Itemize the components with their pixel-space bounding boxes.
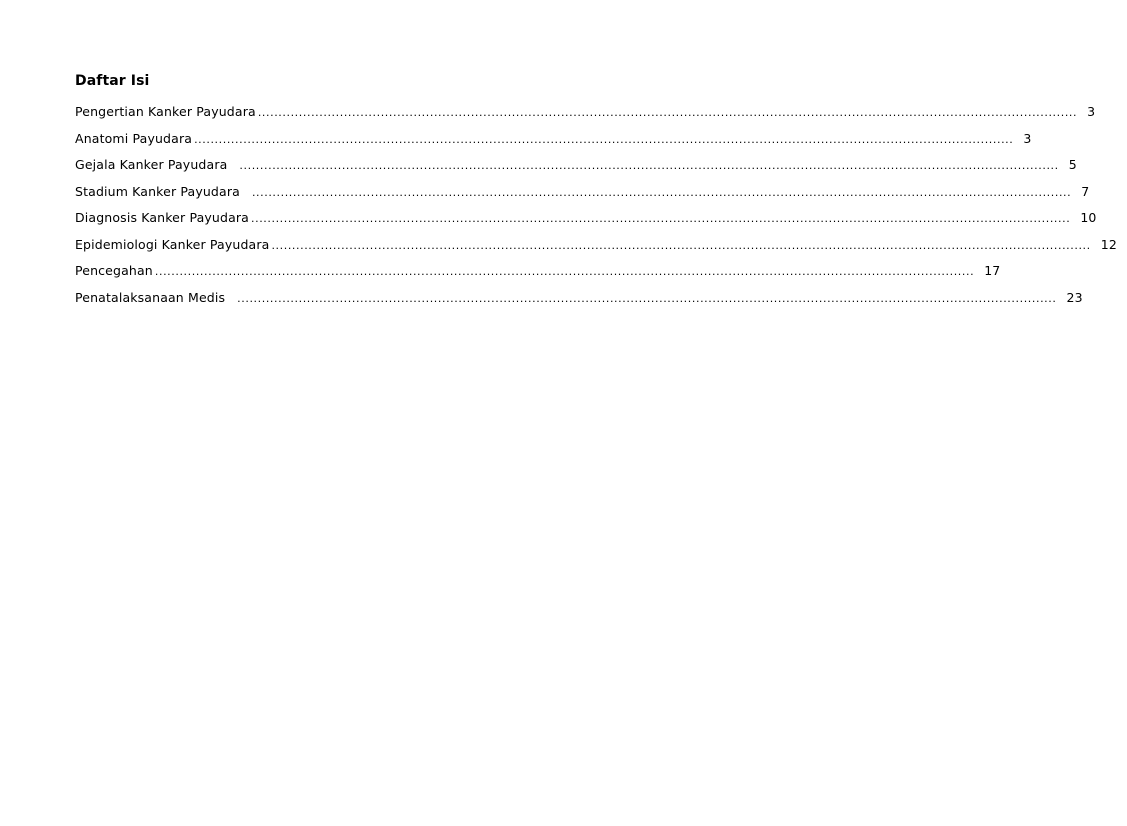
toc-entry-page: 3 — [1023, 130, 1032, 146]
toc-dot-leader: ........................................................................................................................................................................................................ — [194, 132, 1014, 146]
toc-entry-label: Epidemiologi Kanker Payudara — [75, 236, 270, 252]
toc-entry — [75, 104, 1096, 131]
toc-entry-label: Anatomi Payudara — [75, 130, 193, 146]
toc-title: Daftar Isi — [75, 73, 150, 89]
toc-entry — [75, 263, 1001, 290]
toc-dot-leader: ........................................................................................................................................................................................................ — [154, 265, 975, 278]
toc-entry-page: 12 — [1100, 236, 1117, 252]
toc-entry-label: Gejala Kanker Payudara — [75, 157, 228, 172]
toc-entry-label: Pencegahan — [75, 263, 153, 278]
toc-dot-leader: ........................................................................................................................................................................................................ — [257, 106, 1078, 119]
toc-list — [75, 104, 1117, 316]
toc-entry-label: Diagnosis Kanker Payudara — [75, 210, 249, 225]
toc-entry — [75, 130, 1032, 158]
toc-dot-leader: ........................................................................................................................................................................................................ — [271, 238, 1091, 252]
toc-entry — [75, 236, 1117, 264]
toc-entry-page: 23 — [1066, 289, 1083, 305]
toc-entry — [75, 289, 1083, 317]
toc-entry-page: 5 — [1068, 157, 1077, 172]
toc-dot-leader: ........................................................................................................................................................................................................ — [251, 212, 1071, 225]
toc-entry-page: 7 — [1081, 183, 1090, 199]
toc-entry — [75, 183, 1090, 211]
toc-entry-label: Pengertian Kanker Payudara — [75, 104, 256, 119]
toc-dot-leader: ........................................................................................................................................................................................................ — [237, 291, 1057, 305]
toc-entry-page: 17 — [984, 263, 1001, 278]
toc-entry-page: 3 — [1087, 104, 1096, 119]
toc-dot-leader: ........................................................................................................................................................................................................ — [251, 185, 1072, 199]
toc-entry-label: Stadium Kanker Payudara — [75, 183, 240, 199]
toc-entry — [75, 157, 1077, 184]
toc-entry — [75, 210, 1097, 237]
toc-entry-page: 10 — [1080, 210, 1097, 225]
toc-dot-leader: ........................................................................................................................................................................................................ — [239, 159, 1059, 172]
toc-entry-label: Penatalaksanaan Medis — [75, 289, 226, 305]
